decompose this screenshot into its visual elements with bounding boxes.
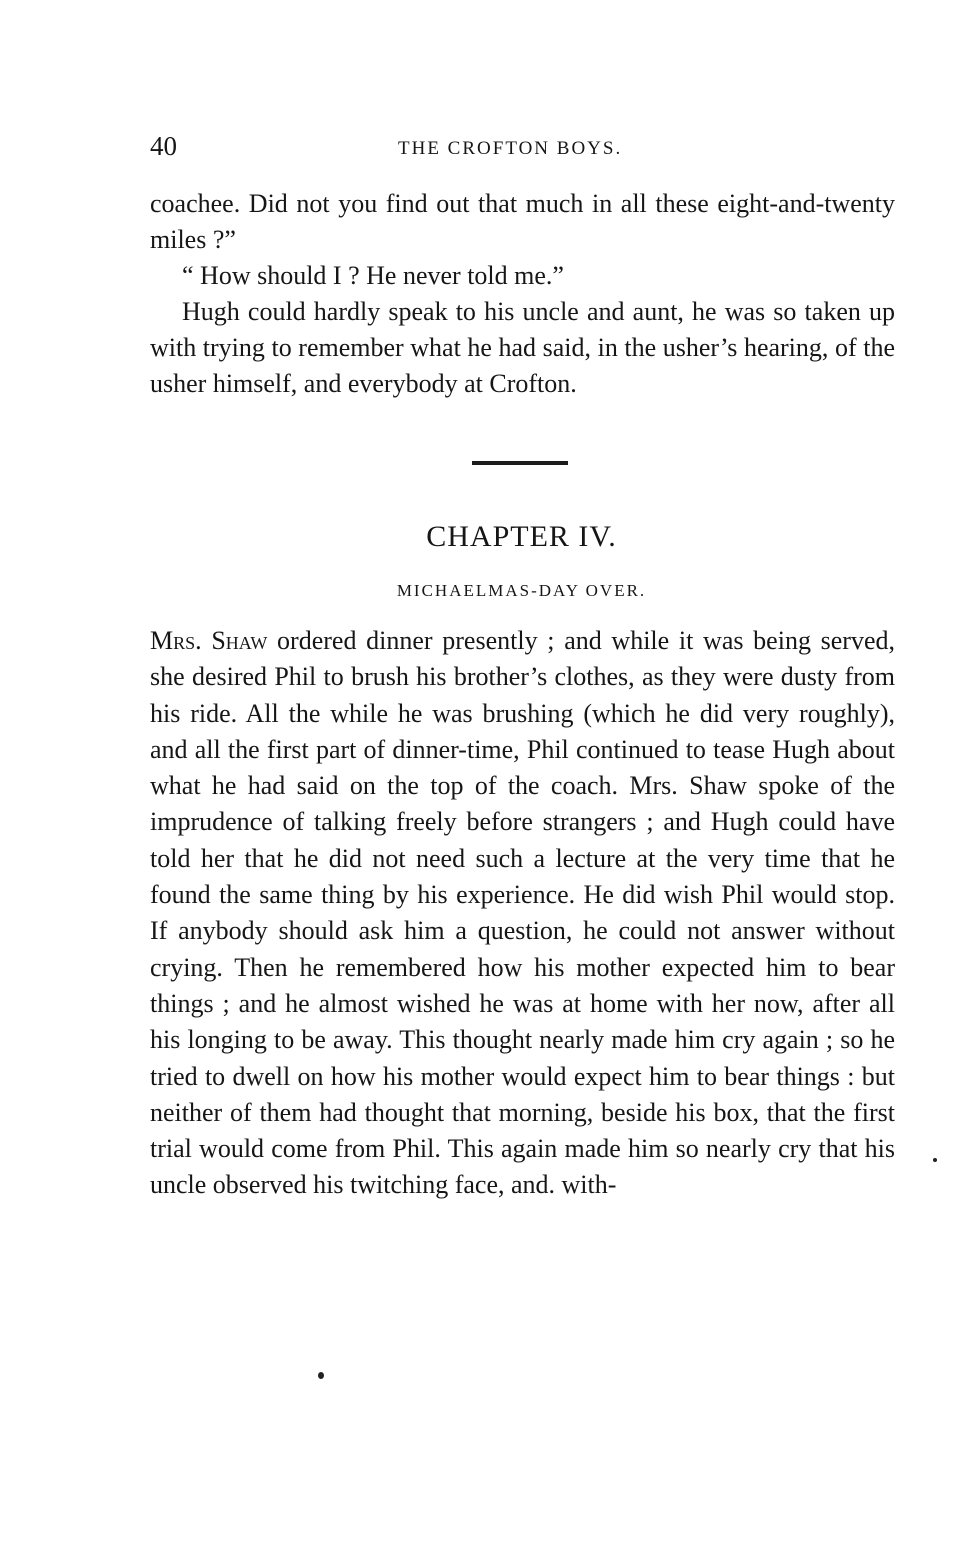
page-number: 40 xyxy=(150,131,177,161)
opening-small-caps: Mrs. Shaw xyxy=(150,626,268,655)
chapter-body xyxy=(150,623,895,1204)
print-speck xyxy=(318,1372,324,1379)
chapter-subtitle: MICHAELMAS-DAY OVER. xyxy=(396,581,647,600)
section-divider-rule xyxy=(472,461,568,465)
paragraph-continuation: coachee. Did not you find out that much in all these eight-and-twenty miles ?” xyxy=(150,189,895,254)
opening-paragraph-text: ordered dinner presently ; and while it was being served, she desired Phil to brush his brother’s clothes, as they were dusty from his ride. All the while he was brushing (which he did very roughly), and all the first part of dinner-time, Phil continued to tease Hugh about what he had said on the top of the coach. Mrs. Shaw spoke of the imprudence of talking freely before strangers ; and Hugh could have told her that he did not need such a lecture at the very time that he found the same thing by his experience. He did wish Phil would stop. If anybody should ask him a question, he could not answer without crying. Then he remembered how his mother expected him to bear things ; and he almost wished he was at home with her now, after all his longing to be away. This thought nearly made him cry again ; so he tried to dwell on how his mother would expect him to bear things : but neither of them had thought that morning, beside his box, that the first trial would come from Phil. This again made him so nearly cry that his uncle observed his twitching face, and. with- xyxy=(150,626,895,1200)
continued-text-section xyxy=(150,186,895,402)
chapter-title: CHAPTER IV. xyxy=(426,520,617,553)
paragraph-dialogue: “ How should I ? He never told me.” xyxy=(182,261,564,290)
print-speck xyxy=(933,1158,937,1162)
chapter-opening-paragraph xyxy=(150,623,895,1204)
running-title: THE CROFTON BOYS. xyxy=(398,138,623,159)
paragraph-narration: Hugh could hardly speak to his uncle and aunt, he was so taken up with trying to remember what he had said, in the usher’s hearing, of the usher himself, and everybody at Crofton. xyxy=(150,297,895,398)
